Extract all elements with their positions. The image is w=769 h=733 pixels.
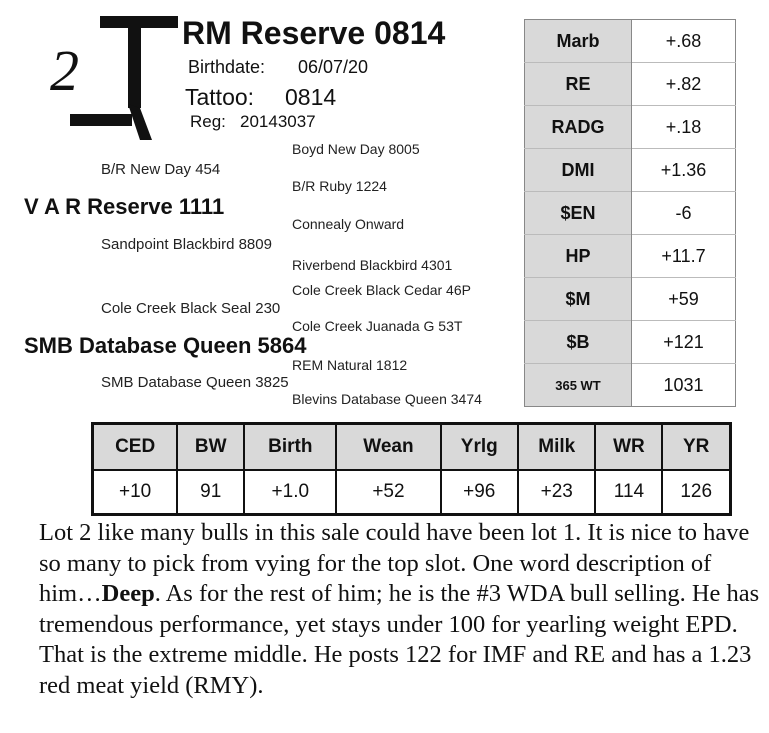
epd-header-cell: CED xyxy=(93,424,178,471)
side-epd-value: -6 xyxy=(632,192,736,235)
side-epd-value: 1031 xyxy=(632,364,736,407)
pedigree-dam-dam: SMB Database Queen 3825 xyxy=(101,374,289,391)
epd-header-cell: BW xyxy=(177,424,244,471)
epd-value-cell: +52 xyxy=(336,470,440,515)
epd-header-cell: Yrlg xyxy=(441,424,518,471)
pedigree-dam: SMB Database Queen 5864 xyxy=(24,333,307,358)
side-epd-label: Marb xyxy=(525,20,632,63)
side-epd-value: +.68 xyxy=(632,20,736,63)
description-text-end: . As for the rest of him; he is the #3 WDA bull selling. He has tremendous performance, yet stays under 100 for yearling weight EPD. That is the extreme middle. He posts 122 for IMF and RE and has a 1.23 red meat yield (RMY). xyxy=(39,580,760,699)
side-epd-label: $EN xyxy=(525,192,632,235)
epd-header-cell: WR xyxy=(595,424,662,471)
pedigree-sire-sire: B/R New Day 454 xyxy=(101,161,221,178)
side-epd-label: DMI xyxy=(525,149,632,192)
epd-header-cell: YR xyxy=(662,424,730,471)
pedigree-dam-dam-sire: REM Natural 1812 xyxy=(292,357,408,373)
description-bold-word: Deep xyxy=(101,580,155,607)
epd-value-cell: 126 xyxy=(662,470,730,515)
description-text-start: Lot 2 like many bulls in this sale could have been lot 1. It is nice to have so many to pick from vying for the top slot. One word description of him… xyxy=(39,519,750,607)
side-epd-row xyxy=(525,63,736,106)
birthdate-label: Birthdate: xyxy=(188,57,266,77)
reg-value: 20143037 xyxy=(240,112,316,131)
side-epd-row xyxy=(525,235,736,278)
reg-label: Reg: xyxy=(190,112,226,131)
epd-header-cell: Wean xyxy=(336,424,440,471)
epd-value-row xyxy=(93,470,731,515)
side-epd-label: $M xyxy=(525,278,632,321)
epd-value-cell: 114 xyxy=(595,470,662,515)
tattoo-label: Tattoo: xyxy=(185,84,255,110)
side-epd-label: 365 WT xyxy=(525,364,632,407)
side-epd-value: +.82 xyxy=(632,63,736,106)
side-epd-label: RE xyxy=(525,63,632,106)
side-epd-value: +1.36 xyxy=(632,149,736,192)
pedigree-dam-dam-dam: Blevins Database Queen 3474 xyxy=(292,391,482,407)
birthdate-value: 06/07/20 xyxy=(298,57,369,77)
side-epd-row xyxy=(525,321,736,364)
side-epd-value: +11.7 xyxy=(632,235,736,278)
pedigree-sire-sire-dam: B/R Ruby 1224 xyxy=(292,178,387,194)
side-epd-row xyxy=(525,278,736,321)
side-epd-label: RADG xyxy=(525,106,632,149)
pedigree-sire-dam-sire: Connealy Onward xyxy=(292,216,405,232)
tattoo-value: 0814 xyxy=(285,84,337,110)
pedigree-sire-sire-sire: Boyd New Day 8005 xyxy=(292,141,420,157)
epd-value-cell: +1.0 xyxy=(244,470,336,515)
ranch-brand-t-icon xyxy=(70,16,180,140)
side-epd-row xyxy=(525,20,736,63)
bull-name: RM Reserve 0814 xyxy=(182,15,446,51)
epd-value-cell: +23 xyxy=(518,470,595,515)
epd-header-cell: Birth xyxy=(244,424,336,471)
pedigree-sire-dam: Sandpoint Blackbird 8809 xyxy=(101,236,272,253)
epd-value-cell: +96 xyxy=(441,470,518,515)
side-epd-label: HP xyxy=(525,235,632,278)
description-paragraph xyxy=(39,518,767,701)
side-epd-row xyxy=(525,192,736,235)
lot-number: 2 xyxy=(50,38,79,103)
pedigree-sire-dam-dam: Riverbend Blackbird 4301 xyxy=(292,257,453,273)
epd-table xyxy=(91,422,732,516)
side-epd-value: +121 xyxy=(632,321,736,364)
pedigree-dam-sire: Cole Creek Black Seal 230 xyxy=(101,300,281,317)
side-epd-value: +.18 xyxy=(632,106,736,149)
epd-value-cell: 91 xyxy=(177,470,244,515)
side-epd-table xyxy=(524,19,736,407)
pedigree-dam-sire-dam: Cole Creek Juanada G 53T xyxy=(292,318,463,334)
side-epd-label: $B xyxy=(525,321,632,364)
side-epd-row xyxy=(525,149,736,192)
epd-header-row xyxy=(93,424,731,471)
side-epd-row xyxy=(525,364,736,407)
pedigree-dam-sire-sire: Cole Creek Black Cedar 46P xyxy=(292,282,471,298)
epd-value-cell: +10 xyxy=(93,470,178,515)
epd-header-cell: Milk xyxy=(518,424,595,471)
pedigree-sire: V A R Reserve 1111 xyxy=(24,194,225,219)
side-epd-value: +59 xyxy=(632,278,736,321)
side-epd-row xyxy=(525,106,736,149)
